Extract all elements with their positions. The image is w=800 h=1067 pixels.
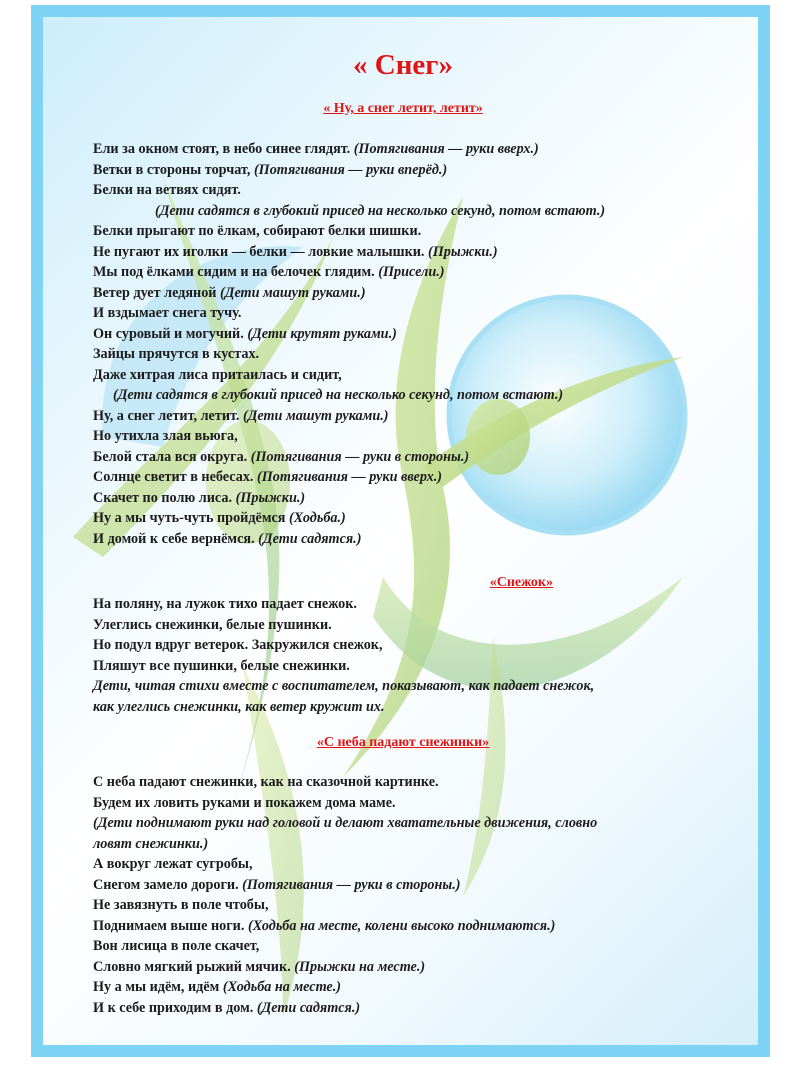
movement-instruction: (Потягивания — руки вверх.) xyxy=(353,141,539,157)
section-heading: «С неба падают снежинки» xyxy=(316,735,490,750)
verse-text: С неба падают снежинки, как на сказочной картинке. xyxy=(93,774,439,790)
poem-line xyxy=(113,386,563,404)
poem-line xyxy=(93,896,269,914)
verse-text: Даже хитрая лиса притаилась и сидит, xyxy=(93,366,342,383)
poem-line xyxy=(93,958,425,976)
verse-text: На поляну, на лужок тихо падает снежок. xyxy=(93,596,357,612)
poem-line xyxy=(93,616,332,634)
movement-instruction: ловят снежинки.) xyxy=(93,835,209,852)
poem-line xyxy=(93,427,238,445)
verse-text: Но подул вдруг ветерок. Закружился снежок, xyxy=(93,637,383,653)
movement-instruction: (Потягивания — руки вперёд.) xyxy=(253,161,448,178)
movement-instruction: (Присели.) xyxy=(378,264,445,280)
verse-text: Ну, а снег летит, летит. xyxy=(93,407,243,424)
poem-line xyxy=(93,978,341,996)
verse-text: И домой к себе вернёмся. xyxy=(93,530,259,547)
verse-text: Белки на ветвях сидят. xyxy=(93,182,241,198)
poem-line xyxy=(93,698,385,716)
verse-text: Пляшут все пушинки, белые снежинки. xyxy=(93,657,350,674)
movement-instruction: (Потягивания — руки вверх.) xyxy=(257,469,443,485)
right-figure-head xyxy=(466,399,530,475)
verse-text: Он суровый и могучий. xyxy=(93,325,248,342)
verse-text: Солнце светит в небесах. xyxy=(93,469,258,485)
verse-text: Ну а мы идём, идём xyxy=(93,979,223,995)
verse-text: А вокруг лежат сугробы, xyxy=(93,856,253,872)
section-heading: «Снежок» xyxy=(489,575,553,590)
movement-instruction: (Дети садятся в глубокий присед на несколько секунд, потом встают.) xyxy=(113,387,564,403)
poem-line xyxy=(93,181,241,199)
poem-line xyxy=(93,161,447,179)
verse-text: Словно мягкий рыжий мячик. xyxy=(93,958,295,975)
poem-line xyxy=(93,876,461,894)
verse-text: Улеглись снежинки, белые пушинки. xyxy=(93,616,332,633)
poem-line xyxy=(93,835,208,853)
poem-line xyxy=(93,284,366,302)
movement-instruction: (Потягивания — руки в стороны.) xyxy=(250,448,470,465)
movement-instruction: (Дети машут руками.) xyxy=(243,407,389,424)
movement-instruction: (Ходьба.) xyxy=(289,510,346,526)
verse-text: Вон лисица в поле скачет, xyxy=(93,938,260,954)
poem-line xyxy=(93,243,498,261)
verse-text: Не завязнуть в поле чтобы, xyxy=(93,897,269,913)
poem-line xyxy=(93,489,305,507)
verse-text: Ветки в стороны торчат, xyxy=(93,161,254,178)
movement-instruction: как улеглись снежинки, как ветер кружит их. xyxy=(93,698,385,715)
verse-text: Ветер дует ледяной xyxy=(93,284,221,301)
page-title: « Снег» xyxy=(353,49,453,81)
movement-instruction: (Дети машут руками.) xyxy=(220,284,366,301)
verse-text: Мы под ёлками сидим и на белочек глядим. xyxy=(93,264,379,280)
verse-text: И вздымает снега тучу. xyxy=(93,305,242,321)
verse-text: Ну а мы чуть-чуть пройдёмся xyxy=(93,510,289,526)
movement-instruction: (Прыжки.) xyxy=(235,489,306,506)
movement-instruction: (Дети садятся.) xyxy=(258,530,362,547)
poem-line xyxy=(93,345,259,363)
poem-line xyxy=(93,448,469,466)
poem-line xyxy=(93,855,253,873)
poem-line xyxy=(93,263,445,281)
movement-instruction: (Ходьба на месте.) xyxy=(222,979,341,995)
poem-line xyxy=(93,407,389,425)
verse-text: Скачет по полю лиса. xyxy=(93,489,236,506)
poem-line xyxy=(93,366,342,384)
poem-line xyxy=(93,468,442,486)
poem-line xyxy=(93,325,397,343)
verse-text: Но утихла злая вьюга, xyxy=(93,428,238,444)
poem-line xyxy=(93,677,594,695)
verse-text: Будем их ловить руками и покажем дома маме. xyxy=(93,794,396,811)
poem-line xyxy=(93,937,259,955)
poem-line xyxy=(93,222,421,240)
verse-text: Не пугают их иголки — белки — ловкие малышки. xyxy=(93,243,429,260)
section-heading: « Ну, а снег летит, летит» xyxy=(323,101,483,116)
poem-line xyxy=(93,304,241,322)
poem-line xyxy=(93,530,361,548)
poem-line xyxy=(93,595,357,613)
poem-line xyxy=(93,509,346,527)
verse-text: И к себе приходим в дом. xyxy=(93,999,257,1016)
verse-text: Белой стала вся округа. xyxy=(93,448,251,465)
poem-line xyxy=(93,636,383,654)
movement-instruction: (Прыжки.) xyxy=(428,243,498,260)
movement-instruction: (Прыжки на месте.) xyxy=(294,958,426,975)
movement-instruction: (Потягивания — руки в стороны.) xyxy=(242,876,461,893)
verse-text: Ели за окном стоят, в небо синее глядят. xyxy=(93,141,354,157)
movement-instruction: (Дети поднимают руки над головой и делают хватательные движения, словно xyxy=(93,815,598,831)
poem-line xyxy=(93,794,396,812)
movement-instruction: (Дети садятся.) xyxy=(256,999,361,1016)
verse-text: Снегом замело дороги. xyxy=(93,876,243,893)
verse-text: Зайцы прячутся в кустах. xyxy=(93,346,260,362)
movement-instruction: Дети, читая стихи вместе с воспитателем, показывают, как падает снежок, xyxy=(93,678,595,694)
page-background xyxy=(43,17,758,1045)
poem-line xyxy=(93,999,360,1017)
poem-line xyxy=(93,814,597,832)
page-frame xyxy=(31,5,770,1057)
poem-line xyxy=(93,657,350,675)
movement-instruction: (Дети садятся в глубокий присед на несколько секунд, потом встают.) xyxy=(155,202,606,219)
poem-line xyxy=(155,202,605,220)
verse-text: Поднимаем выше ноги. xyxy=(93,917,248,934)
movement-instruction: (Дети крутят руками.) xyxy=(247,325,397,342)
movement-instruction: (Ходьба на месте, колени высоко поднимаются.) xyxy=(247,917,556,934)
poem-line xyxy=(93,773,439,791)
verse-text: Белки прыгают по ёлкам, собирают белки шишки. xyxy=(93,223,422,239)
poem-line xyxy=(93,140,539,158)
poem-line xyxy=(93,917,555,935)
